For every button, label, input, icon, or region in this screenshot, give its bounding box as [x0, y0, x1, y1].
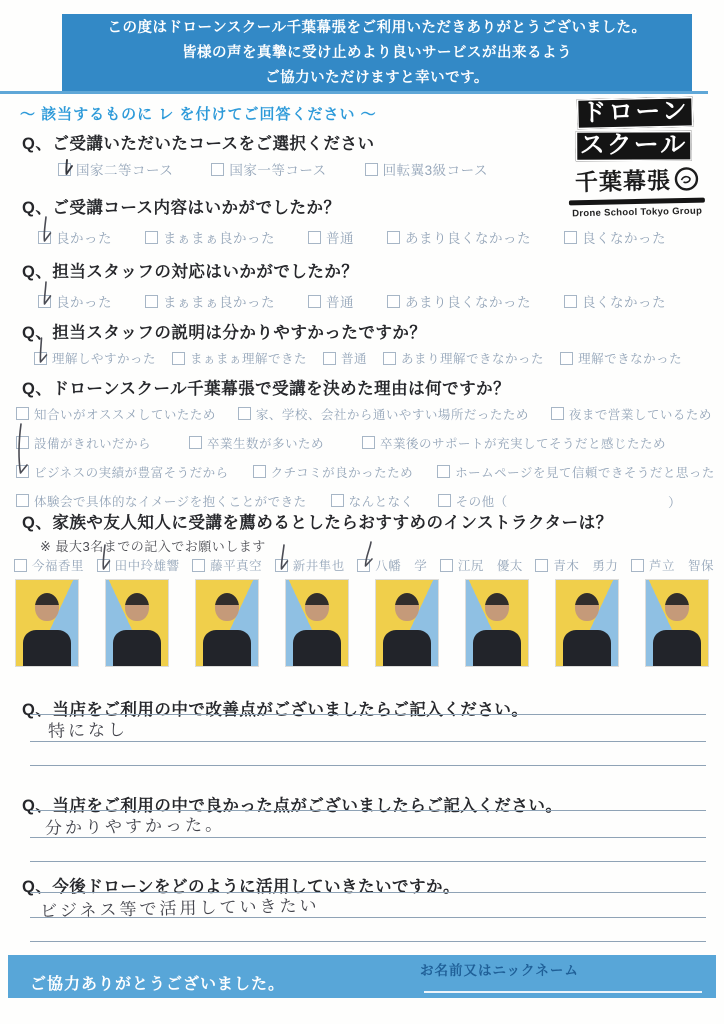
checkbox[interactable]	[365, 163, 378, 176]
checkbox[interactable]	[564, 231, 577, 244]
checkbox[interactable]	[560, 352, 573, 365]
survey-option: まぁまぁ理解できた	[172, 349, 307, 367]
survey-option: あまり良くなかった	[387, 227, 531, 247]
instructor-name-row	[14, 556, 714, 574]
name-field-label: お名前又はニックネーム	[420, 963, 579, 978]
checkbox[interactable]	[16, 407, 29, 420]
instructor-photo	[285, 579, 349, 667]
checkbox[interactable]	[387, 295, 400, 308]
other-option-close-paren: ）	[668, 495, 682, 510]
checkbox[interactable]	[172, 352, 185, 365]
instructor-option: 八幡 学	[357, 556, 427, 574]
survey-option: ビジネスの実績が豊富そうだから	[16, 463, 229, 481]
survey-option: 設備がきれいだから	[16, 434, 151, 452]
survey-option: あまり良くなかった	[387, 291, 531, 311]
school-logo	[559, 96, 713, 219]
checkbox[interactable]	[211, 163, 224, 176]
check-mark-icon	[33, 336, 51, 365]
instructor-photo	[105, 579, 169, 667]
answer-line[interactable]	[30, 765, 706, 766]
instructor-photo	[555, 579, 619, 667]
logo-school-name: 千葉幕張	[574, 167, 672, 196]
survey-option: 理解できなかった	[560, 349, 682, 367]
instructor-option: 田中玲雄響	[97, 556, 180, 574]
question-content-title: Q、ご受講コース内容はいかがでしたか？	[22, 199, 341, 217]
survey-option: 良くなかった	[564, 227, 666, 247]
header-line: 皆様の声を真摯に受け止めより良いサービスが出来るよう	[182, 45, 572, 61]
checkbox[interactable]	[631, 559, 644, 572]
header-divider	[0, 91, 708, 94]
answer-line[interactable]	[30, 810, 706, 811]
checkbox[interactable]	[253, 465, 266, 478]
checkbox[interactable]	[437, 465, 450, 478]
answer-line[interactable]	[30, 917, 706, 918]
header-banner	[62, 14, 692, 93]
handwritten-answer-future: ビジネス等で活用していきたい	[39, 896, 320, 921]
answer-line[interactable]	[30, 714, 706, 715]
checkbox[interactable]	[362, 436, 375, 449]
checkbox[interactable]	[58, 163, 71, 176]
checkbox[interactable]	[192, 559, 205, 572]
checkbox[interactable]	[440, 559, 453, 572]
checkbox[interactable]	[438, 494, 451, 507]
question-good-title: Q、当店をご利用の中で良かった点がございましたらご記入ください。	[22, 797, 563, 815]
survey-option: 良くなかった	[564, 291, 666, 311]
answer-line[interactable]	[30, 941, 706, 942]
checkbox[interactable]	[275, 559, 288, 572]
survey-option: まぁまぁ良かった	[145, 291, 275, 311]
instructor-photo	[375, 579, 439, 667]
answer-line[interactable]	[30, 741, 706, 742]
answer-line[interactable]	[30, 837, 706, 838]
check-mark-icon	[37, 215, 55, 244]
checkbox[interactable]	[16, 494, 29, 507]
checkbox[interactable]	[551, 407, 564, 420]
survey-option: 卒業後のサポートが充実してそうだと感じたため	[362, 434, 666, 452]
instructor-option: 新井隼也	[275, 556, 345, 574]
checkbox[interactable]	[308, 231, 321, 244]
logo-text-block: スクール	[576, 130, 692, 160]
survey-option: ホームページを見て信頼できそうだと思った	[437, 463, 715, 481]
question-staff-title: Q、担当スタッフの対応はいかがでしたか？	[22, 263, 359, 281]
survey-option: 卒業生数が多いため	[189, 434, 324, 452]
survey-option: 普通	[323, 349, 367, 367]
instructor-option: 芦立 智保	[631, 556, 714, 574]
check-mark-icon	[274, 543, 292, 572]
survey-option: なんとなく	[331, 492, 414, 510]
check-mark-icon	[37, 279, 55, 308]
checkbox[interactable]	[387, 231, 400, 244]
checkbox[interactable]	[16, 465, 29, 478]
instructor-option: 藤平真空	[192, 556, 262, 574]
check-mark-icon	[14, 423, 32, 479]
checkbox[interactable]	[357, 559, 370, 572]
question-explain-title: Q、担当スタッフの説明は分かりやすかったですか？	[22, 324, 427, 342]
checkbox[interactable]	[383, 352, 396, 365]
instruction-text: 〜 該当するものに レ を付けてご回答ください 〜	[20, 106, 377, 123]
checkbox[interactable]	[38, 231, 51, 244]
handwritten-answer-improve: 特になし	[47, 720, 129, 741]
instructor-photos-row	[15, 579, 709, 667]
checkbox[interactable]	[238, 407, 251, 420]
survey-option: まぁまぁ良かった	[145, 227, 275, 247]
checkbox[interactable]	[535, 559, 548, 572]
header-line: この度はドローンスクール千葉幕張をご利用いただきありがとうございました。	[107, 20, 647, 36]
footer-thanks-text: ご協力ありがとうございました。	[30, 976, 286, 993]
question-reason-title: Q、ドローンスクール千葉幕張で受講を決めた理由は何ですか？	[22, 380, 511, 398]
check-mark-icon	[96, 543, 114, 572]
logo-subtitle: Drone School Tokyo Group	[572, 205, 703, 220]
instructor-photo	[645, 579, 709, 667]
survey-option: 家、学校、会社から通いやすい場所だったため	[238, 405, 529, 423]
handwritten-answer-good: 分かりやすかった。	[44, 815, 226, 838]
question-instructor-title: Q、家族や友人知人に受講を薦めるとしたらおすすめのインストラクターは？	[22, 514, 613, 532]
checkbox[interactable]	[34, 352, 47, 365]
checkbox[interactable]	[14, 559, 27, 572]
survey-option: クチコミが良かったため	[253, 463, 414, 481]
survey-option: 知合いがオススメしていたため	[16, 405, 216, 423]
logo-stamp-icon	[674, 166, 698, 190]
header-line: ご協力いただけますと幸いです。	[265, 70, 489, 86]
logo-bar	[569, 198, 705, 206]
answer-line[interactable]	[30, 892, 706, 893]
survey-option: 国家二等コース	[58, 159, 173, 179]
instructor-photo	[195, 579, 259, 667]
checkbox[interactable]	[189, 436, 202, 449]
survey-option: 夜まで営業しているため	[551, 405, 712, 423]
logo-text-block: ドローン	[577, 97, 693, 129]
instructor-option: 青木 勇力	[535, 556, 618, 574]
name-input-line[interactable]	[424, 991, 702, 993]
checkbox[interactable]	[331, 494, 344, 507]
check-mark-icon	[59, 158, 75, 177]
instructor-note: ※ 最大3名までの記入でお願いします	[40, 539, 266, 554]
question-course-title: Q、ご受講いただいたコースをご選択ください	[22, 135, 375, 153]
question-future-title: Q、今後ドローンをどのように活用していきたいですか。	[22, 878, 461, 896]
checkbox[interactable]	[564, 295, 577, 308]
survey-option: 普通	[308, 227, 354, 247]
checkbox[interactable]	[145, 295, 158, 308]
checkbox[interactable]	[97, 559, 110, 572]
instructor-option: 江尻 優太	[440, 556, 523, 574]
survey-option: その他（	[438, 492, 508, 510]
reason-options-block	[16, 399, 716, 515]
survey-option: 国家一等コース	[211, 159, 326, 179]
checkbox[interactable]	[145, 231, 158, 244]
survey-option: 体験会で具体的なイメージを抱くことができた	[16, 492, 307, 510]
instructor-photo	[15, 579, 79, 667]
survey-option: 理解しやすかった	[34, 349, 156, 367]
checkbox[interactable]	[308, 295, 321, 308]
instructor-photo	[465, 579, 529, 667]
survey-option: 回転翼3級コース	[365, 159, 488, 179]
survey-option: 良かった	[38, 227, 112, 247]
answer-line[interactable]	[30, 861, 706, 862]
checkbox[interactable]	[38, 295, 51, 308]
footer-banner	[8, 955, 716, 998]
survey-option: 普通	[308, 291, 354, 311]
question-improve-title: Q、当店をご利用の中で改善点がございましたらご記入ください。	[22, 701, 529, 719]
survey-option: 良かった	[38, 291, 112, 311]
checkbox[interactable]	[323, 352, 336, 365]
instructor-option: 今福香里	[14, 556, 84, 574]
check-mark-icon	[357, 540, 377, 572]
survey-option: あまり理解できなかった	[383, 349, 544, 367]
